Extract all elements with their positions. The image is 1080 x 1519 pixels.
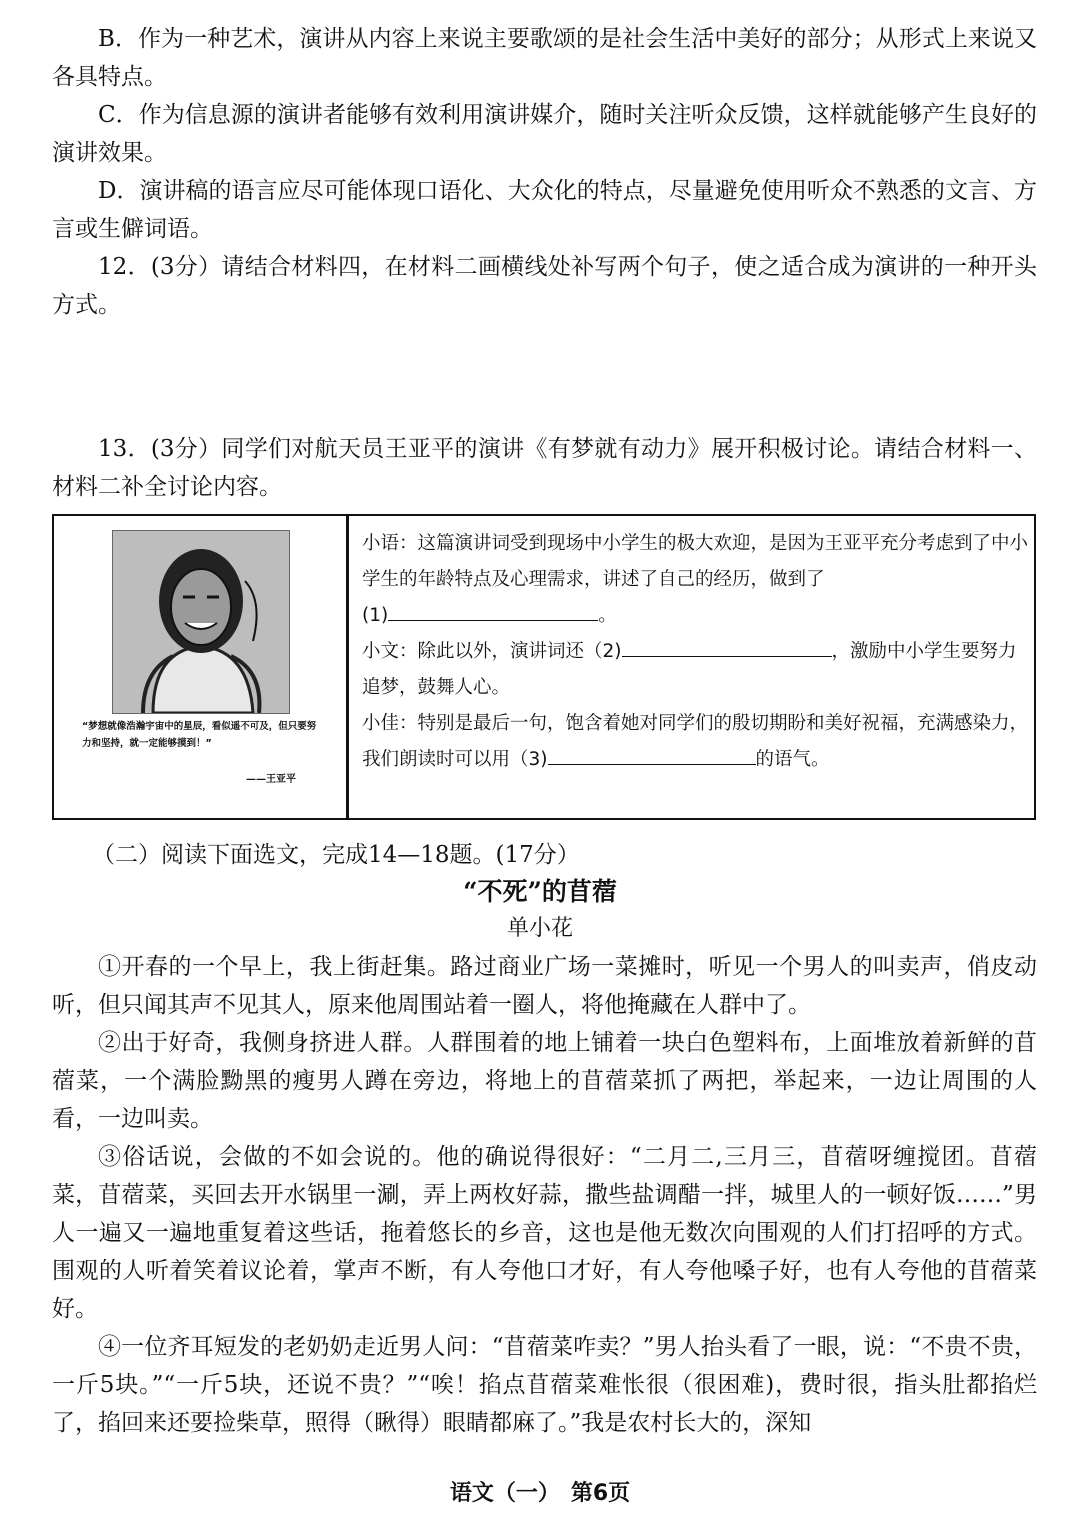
xiaowen-line-end: ，激励中小学生要努力追梦，鼓舞人心。: [362, 641, 1017, 698]
page-footer: 语文（一） 第6页: [449, 1481, 631, 1506]
article-paragraph-1: ①开春的一个早上，我上街赶集。路过商业广场一菜摊时，听见一个男人的叫卖声，俏皮动听，但只闻其声不见其人，原来他周围站着一圈人，将他掩藏在人群中了。: [52, 954, 1037, 1018]
xiaowen-line-start: 小文：除此以外，演讲词还（2): [362, 641, 622, 662]
article-paragraph-3: ③俗话说，会做的不如会说的。他的确说得很好：“二月二,三月三，苜蓿呀缠搅团。苜蓿菜，苜蓿菜，买回去开水锅里一涮，弄上两枚好蒜，撒些盐调醋一拌，城里人的一顿好饭……”男人一遍又一遍地重复着这些话，拖着悠长的乡音，这也是他无数次向围观的人们打招呼的方式。围观的人听着笑着议论着，掌声不断，有人夸他口才好，有人夸他嗓子好，也有人夸他的苜蓿菜好。: [52, 1144, 1037, 1322]
article-author: 单小花: [506, 916, 573, 941]
box-divider: [346, 516, 349, 818]
discussion-box: [52, 514, 1036, 820]
xiaoyu-line: 小语：这篇演讲词受到现场中小学生的极大欢迎，是因为王亚平充分考虑到了中小学生的年龄特点及心理需求，讲述了自己的经历，做到了: [362, 533, 1029, 590]
article-paragraph-4: ④一位齐耳短发的老奶奶走近男人问：“苜蓿菜咋卖？”男人抬头看了一眼，说：“不贵不贵，一斤5块。”“一斤5块，还说不贵？”“唉！掐点苜蓿菜难怅很（很困难)，费时很，指头肚都掐烂了，掐回来还要捡柴草，照得（瞅得）眼睛都麻了。”我是农村长大的，深知: [52, 1334, 1037, 1436]
blank-1-period: 。: [598, 605, 617, 626]
answer-blank-3[interactable]: [548, 742, 756, 765]
astronaut-quote: “梦想就像浩瀚宇宙中的星辰，看似遥不可及，但只要努力和坚持，就一定能够摸到！”: [82, 721, 317, 749]
discussion-dialog: [362, 526, 1028, 778]
xiaojia-line-start: 小佳：特别是最后一句，饱含着她对同学们的殷切期盼和美好祝福，充满感染力，我们朗读时可以用（3): [362, 713, 1029, 770]
option-b: B．作为一种艺术，演讲从内容上来说主要歌颂的是社会生活中美好的部分；从形式上来说又各具特点。: [52, 26, 1037, 90]
answer-blank-1[interactable]: [388, 598, 598, 621]
option-d: D．演讲稿的语言应尽可能体现口语化、大众化的特点，尽量避免使用听众不熟悉的文言、方言或生僻词语。: [52, 178, 1037, 242]
article-title: “不死”的苜蓿: [463, 877, 617, 906]
xiaojia-line-end: 的语气。: [755, 749, 830, 770]
astronaut-portrait: [112, 530, 290, 714]
option-c: C．作为信息源的演讲者能够有效利用演讲媒介，随时关注听众反馈，这样就能够产生良好的演讲效果。: [52, 102, 1037, 166]
quote-author: ——王亚平: [246, 774, 296, 785]
answer-blank-2[interactable]: [622, 634, 832, 657]
article-paragraph-2: ②出于好奇，我侧身挤进人群。人群围着的地上铺着一块白色塑料布，上面堆放着新鲜的苜蓿菜，一个满脸黝黑的瘦男人蹲在旁边，将地上的苜蓿菜抓了两把，举起来，一边让周围的人看，一边叫卖。: [52, 1030, 1037, 1132]
blank-1-label: (1): [362, 605, 389, 626]
question-13: 13．(3分）同学们对航天员王亚平的演讲《有梦就有动力》展开积极讨论。请结合材料一、材料二补全讨论内容。: [52, 436, 1037, 500]
question-12: 12．(3分）请结合材料四，在材料二画横线处补写两个句子，使之适合成为演讲的一种开头方式。: [52, 254, 1037, 318]
section-2-heading: （二）阅读下面选文，完成14—18题。(17分）: [92, 842, 580, 868]
astronaut-portrait-drawing: [113, 531, 289, 713]
